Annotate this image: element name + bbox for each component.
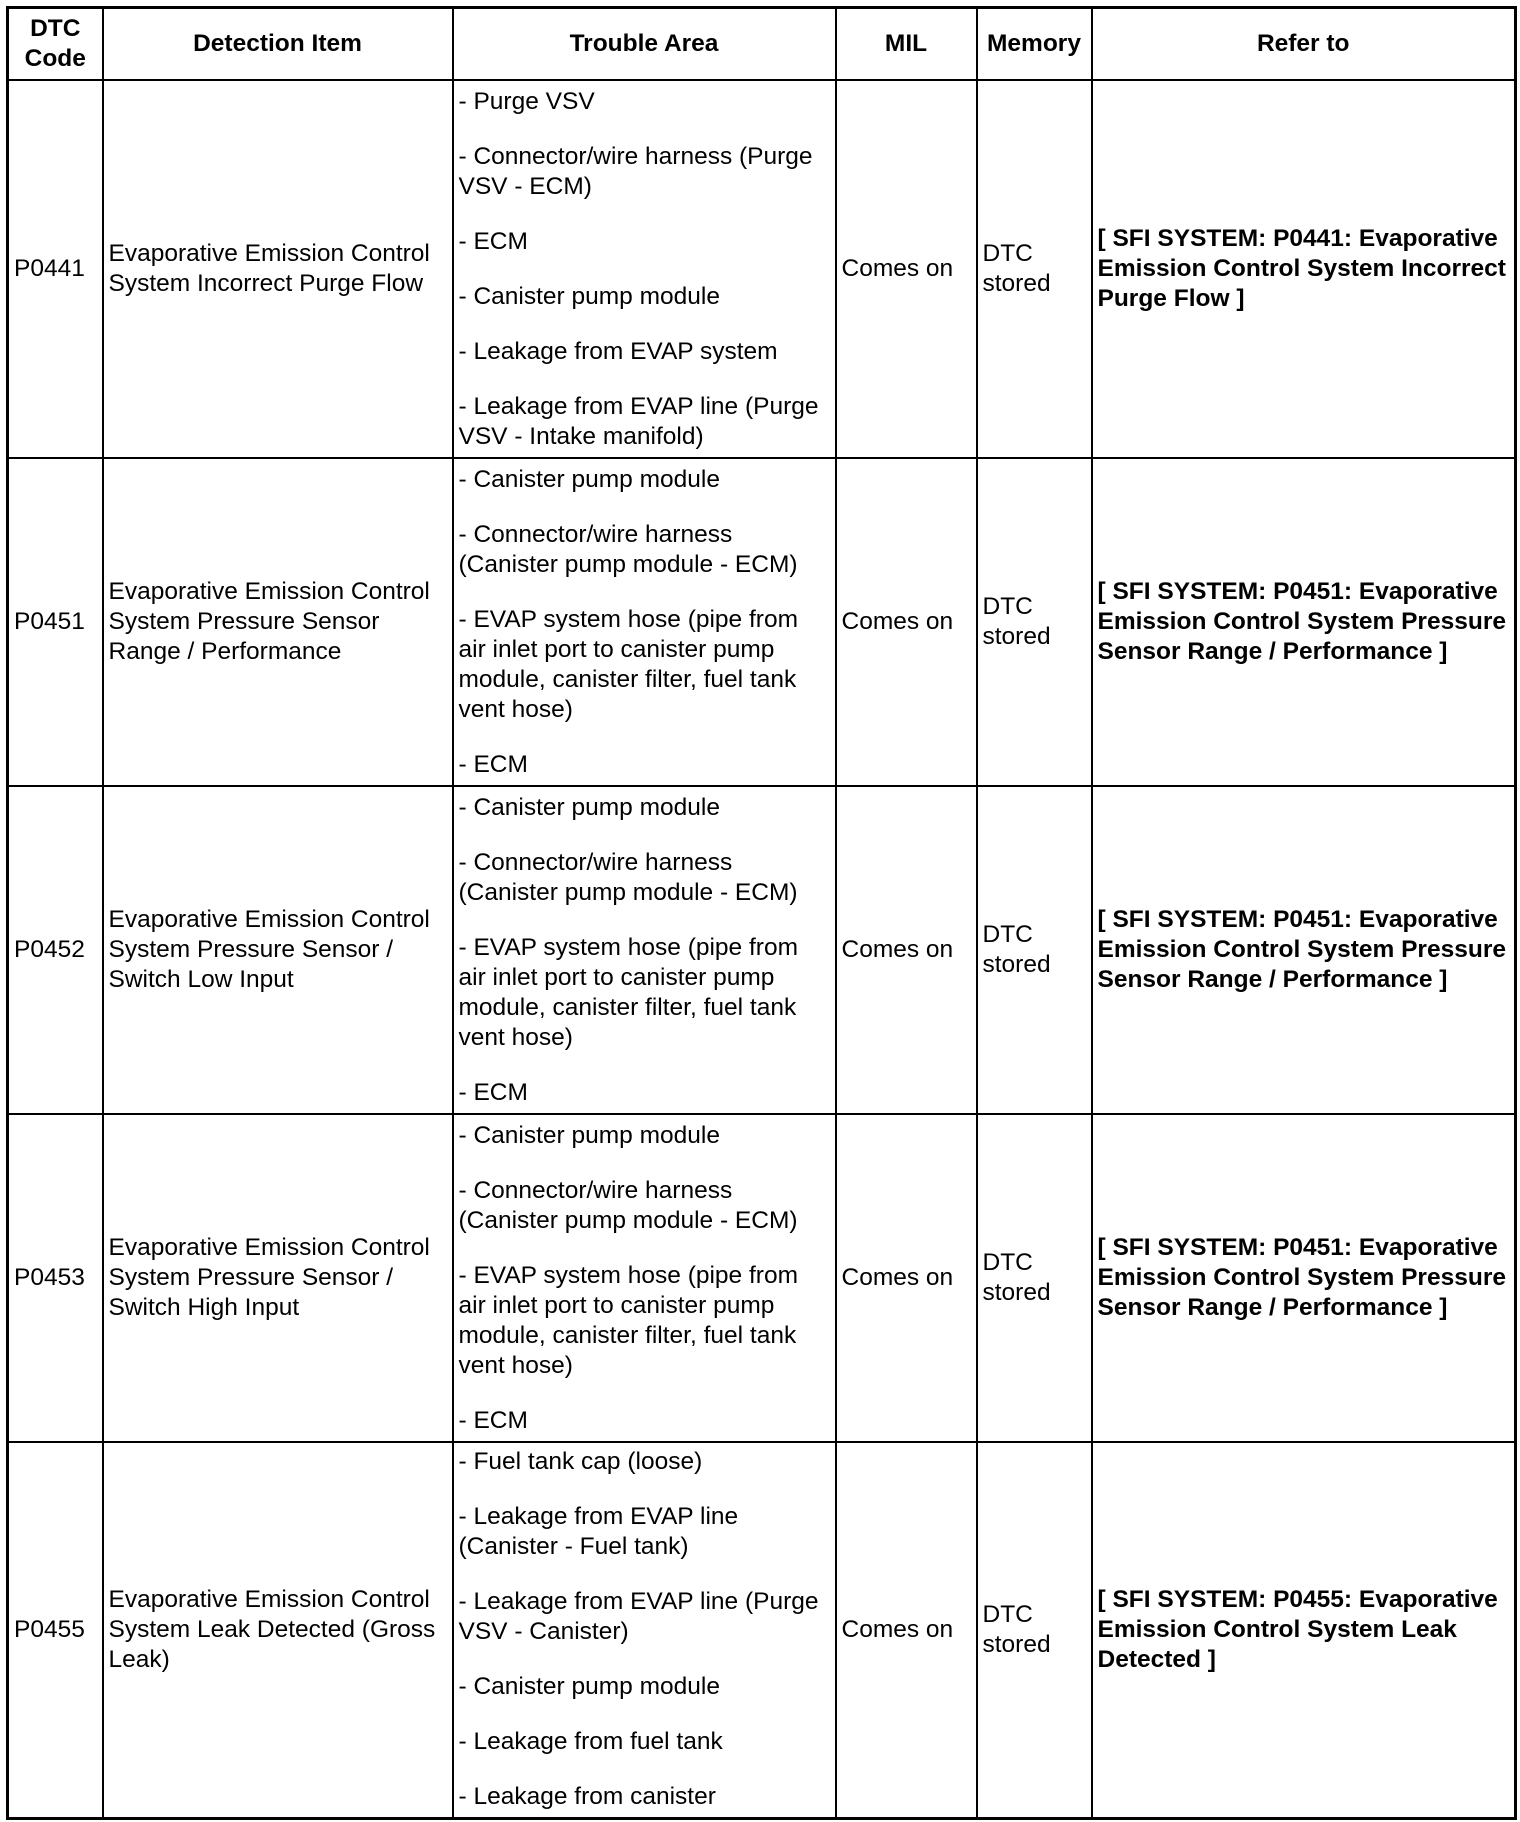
trouble-area-cell bbox=[453, 1114, 836, 1442]
mil-cell: Comes on bbox=[836, 80, 977, 458]
memory-cell: DTC stored bbox=[977, 786, 1092, 1114]
table-row bbox=[8, 80, 1516, 458]
table-row bbox=[8, 786, 1516, 1114]
table-row bbox=[8, 1442, 1516, 1818]
trouble-area-item: - ECM bbox=[458, 750, 528, 778]
trouble-area-list bbox=[459, 465, 830, 780]
trouble-area-item: - EVAP system hose (pipe from air inlet port to canister pump module, canister filter, fuel tank vent hose) bbox=[458, 1261, 798, 1379]
detection-item-cell: Evaporative Emission Control System Pressure Sensor Range / Performance bbox=[103, 458, 453, 786]
trouble-area-cell bbox=[453, 1442, 836, 1818]
dtc-code-cell: P0451 bbox=[8, 458, 103, 786]
refer-to-cell: [ SFI SYSTEM: P0451: Evaporative Emission Control System Pressure Sensor Range / Performance ] bbox=[1092, 1114, 1516, 1442]
header-trouble-area: Trouble Area bbox=[453, 8, 836, 81]
refer-to-cell: [ SFI SYSTEM: P0451: Evaporative Emission Control System Pressure Sensor Range / Performance ] bbox=[1092, 786, 1516, 1114]
trouble-area-item: - ECM bbox=[458, 227, 528, 255]
dtc-table bbox=[6, 6, 1517, 1820]
trouble-area-item: - Connector/wire harness (Canister pump module - ECM) bbox=[458, 848, 798, 906]
memory-cell: DTC stored bbox=[977, 1114, 1092, 1442]
trouble-area-item: - Canister pump module bbox=[458, 1121, 720, 1149]
detection-item-cell: Evaporative Emission Control System Pressure Sensor / Switch Low Input bbox=[103, 786, 453, 1114]
table-row bbox=[8, 458, 1516, 786]
trouble-area-item: - Leakage from EVAP line (Purge VSV - Canister) bbox=[458, 1588, 819, 1646]
header-dtc-code: DTC Code bbox=[8, 8, 103, 81]
trouble-area-item: - ECM bbox=[458, 1406, 528, 1434]
dtc-code-cell: P0452 bbox=[8, 786, 103, 1114]
refer-to-cell: [ SFI SYSTEM: P0441: Evaporative Emission Control System Incorrect Purge Flow ] bbox=[1092, 80, 1516, 458]
trouble-area-cell bbox=[453, 80, 836, 458]
trouble-area-item: - Canister pump module bbox=[458, 282, 720, 310]
memory-cell: DTC stored bbox=[977, 80, 1092, 458]
trouble-area-item: - Purge VSV bbox=[458, 87, 595, 115]
trouble-area-item: - Leakage from EVAP line (Purge VSV - Intake manifold) bbox=[458, 392, 819, 450]
trouble-area-item: - Leakage from fuel tank bbox=[458, 1728, 723, 1756]
refer-to-cell: [ SFI SYSTEM: P0451: Evaporative Emission Control System Pressure Sensor Range / Performance ] bbox=[1092, 458, 1516, 786]
trouble-area-item: - Canister pump module bbox=[458, 1673, 720, 1701]
trouble-area-list bbox=[459, 1121, 830, 1436]
trouble-area-list bbox=[459, 87, 830, 452]
table-row bbox=[8, 1114, 1516, 1442]
trouble-area-item: - ECM bbox=[458, 1078, 528, 1106]
header-mil: MIL bbox=[836, 8, 977, 81]
refer-to-cell: [ SFI SYSTEM: P0455: Evaporative Emission Control System Leak Detected ] bbox=[1092, 1442, 1516, 1818]
trouble-area-item: - EVAP system hose (pipe from air inlet port to canister pump module, canister filter, fuel tank vent hose) bbox=[458, 605, 798, 723]
mil-cell: Comes on bbox=[836, 1442, 977, 1818]
trouble-area-item: - EVAP system hose (pipe from air inlet port to canister pump module, canister filter, fuel tank vent hose) bbox=[458, 933, 798, 1051]
trouble-area-cell bbox=[453, 458, 836, 786]
header-memory: Memory bbox=[977, 8, 1092, 81]
trouble-area-item: - Canister pump module bbox=[458, 793, 720, 821]
detection-item-cell: Evaporative Emission Control System Pressure Sensor / Switch High Input bbox=[103, 1114, 453, 1442]
header-row bbox=[8, 8, 1516, 81]
trouble-area-item: - Connector/wire harness (Purge VSV - ECM) bbox=[458, 142, 813, 200]
dtc-code-cell: P0453 bbox=[8, 1114, 103, 1442]
header-detection-item: Detection Item bbox=[103, 8, 453, 81]
trouble-area-list bbox=[459, 1447, 830, 1812]
mil-cell: Comes on bbox=[836, 458, 977, 786]
detection-item-cell: Evaporative Emission Control System Leak Detected (Gross Leak) bbox=[103, 1442, 453, 1818]
mil-cell: Comes on bbox=[836, 1114, 977, 1442]
detection-item-cell: Evaporative Emission Control System Incorrect Purge Flow bbox=[103, 80, 453, 458]
mil-cell: Comes on bbox=[836, 786, 977, 1114]
trouble-area-cell bbox=[453, 786, 836, 1114]
trouble-area-list bbox=[459, 793, 830, 1108]
trouble-area-item: - Leakage from EVAP system bbox=[458, 337, 778, 365]
memory-cell: DTC stored bbox=[977, 1442, 1092, 1818]
trouble-area-item: - Canister pump module bbox=[458, 465, 720, 493]
trouble-area-item: - Leakage from canister bbox=[458, 1783, 716, 1811]
trouble-area-item: - Connector/wire harness (Canister pump module - ECM) bbox=[458, 520, 798, 578]
trouble-area-item: - Fuel tank cap (loose) bbox=[458, 1448, 703, 1476]
trouble-area-item: - Leakage from EVAP line (Canister - Fuel tank) bbox=[458, 1503, 739, 1561]
dtc-code-cell: P0441 bbox=[8, 80, 103, 458]
header-refer-to: Refer to bbox=[1092, 8, 1516, 81]
dtc-code-cell: P0455 bbox=[8, 1442, 103, 1818]
trouble-area-item: - Connector/wire harness (Canister pump module - ECM) bbox=[458, 1176, 798, 1234]
memory-cell: DTC stored bbox=[977, 458, 1092, 786]
